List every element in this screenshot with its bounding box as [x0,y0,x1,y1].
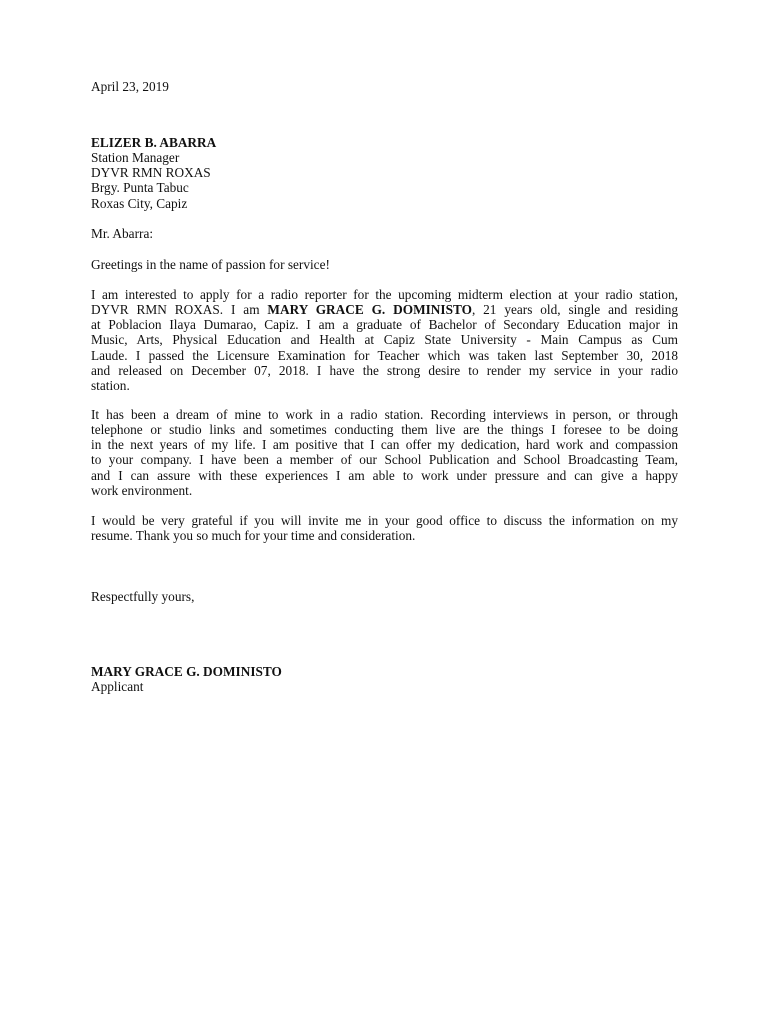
closing: Respectfully yours, [91,588,195,604]
paragraph-line: in the next years of my life. I am positive that I can offer my dedication, hard work and compassion [91,437,678,452]
paragraph-line: It has been a dream of mine to work in a radio station. Recording interviews in person, or through [91,406,678,422]
signature-role: Applicant [91,678,144,694]
paragraph-line: to your company. I have been a member of our School Publication and School Broadcasting Team, [91,452,678,468]
recipient-block [91,135,216,211]
applicant-name-inline: MARY GRACE G. DOMINISTO [267,301,472,317]
letter-date: April 23, 2019 [91,79,169,94]
paragraph-line: station. [91,378,130,393]
body-paragraph-2 [91,407,678,499]
paragraph-line: resume. Thank you so much for your time and consideration. [91,527,416,543]
paragraph-line [91,302,678,317]
paragraph-line: Laude. I passed the Licensure Examination for Teacher which was taken last September 30, 2018 [91,347,678,363]
recipient-address-line-1: Brgy. Punta Tabuc [91,180,189,196]
recipient-address-line-2: Roxas City, Capiz [91,195,188,211]
body-paragraph-1 [91,287,678,394]
recipient-station: DYVR RMN ROXAS [91,165,211,180]
paragraph-line: I am interested to apply for a radio reporter for the upcoming midterm election at your radio station, [91,286,678,302]
recipient-name: ELIZER B. ABARRA [91,134,217,150]
salutation: Mr. Abarra: [91,226,154,241]
paragraph-line: and released on December 07, 2018. I have the strong desire to render my service in your radio [91,362,678,378]
paragraph-line: Music, Arts, Physical Education and Health at Capiz State University - Main Campus as Cum [91,332,678,348]
recipient-title: Station Manager [91,149,180,165]
signature-block [91,664,282,695]
paragraph-line: work environment. [91,482,193,498]
paragraph-line: and I can assure with these experiences I am able to work under pressure and can give a happy [91,467,678,483]
signature-name: MARY GRACE G. DOMINISTO [91,663,282,679]
body-paragraph-3 [91,513,678,544]
paragraph-line: telephone or studio links and sometimes conducting them live are the things I foresee to be doing [91,421,678,437]
text-run: , 21 years old, single and residing [471,301,678,317]
text-run: DYVR RMN ROXAS. I am [91,301,268,317]
paragraph-line: at Poblacion Ilaya Dumarao, Capiz. I am a graduate of Bachelor of Secondary Education major in [91,317,678,332]
paragraph-line: I would be very grateful if you will invite me in your good office to discuss the information on my [91,512,678,528]
greeting: Greetings in the name of passion for service! [91,256,330,272]
